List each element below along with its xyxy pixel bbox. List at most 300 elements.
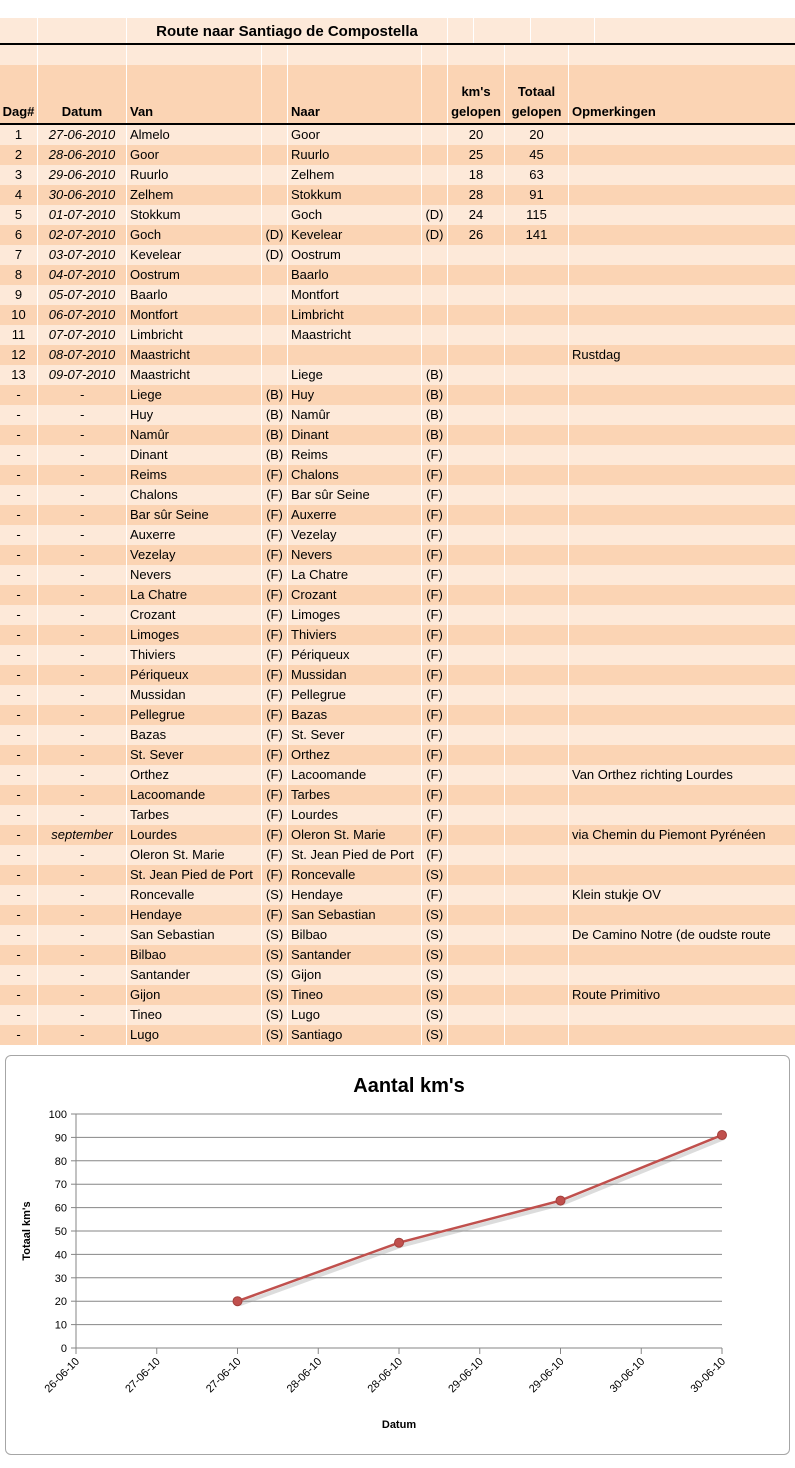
- cell-dag[interactable]: -: [0, 485, 38, 505]
- cell-opmerking[interactable]: [569, 745, 795, 765]
- cell-datum[interactable]: -: [38, 565, 127, 585]
- cell-totaal[interactable]: 63: [505, 165, 569, 185]
- cell-opmerking[interactable]: [569, 125, 795, 145]
- cell-datum[interactable]: -: [38, 805, 127, 825]
- cell-km[interactable]: [448, 1025, 505, 1045]
- cell-dag[interactable]: -: [0, 585, 38, 605]
- cell-naar-country[interactable]: (S): [422, 965, 448, 985]
- cell-totaal[interactable]: [505, 305, 569, 325]
- cell-opmerking[interactable]: [569, 905, 795, 925]
- cell-van-country[interactable]: [262, 265, 288, 285]
- cell-van[interactable]: Goor: [127, 145, 262, 165]
- cell-naar-country[interactable]: (S): [422, 1025, 448, 1045]
- cell-naar-country[interactable]: (F): [422, 805, 448, 825]
- cell-km[interactable]: [448, 425, 505, 445]
- cell-van[interactable]: Ruurlo: [127, 165, 262, 185]
- cell-naar-country[interactable]: [422, 325, 448, 345]
- cell-van-country[interactable]: (F): [262, 605, 288, 625]
- cell-opmerking[interactable]: [569, 565, 795, 585]
- cell-totaal[interactable]: [505, 945, 569, 965]
- cell-opmerking[interactable]: [569, 845, 795, 865]
- cell-van-country[interactable]: [262, 125, 288, 145]
- cell-datum[interactable]: -: [38, 445, 127, 465]
- cell-naar-country[interactable]: (F): [422, 465, 448, 485]
- cell-naar-country[interactable]: (D): [422, 225, 448, 245]
- cell-km[interactable]: [448, 545, 505, 565]
- cell-opmerking[interactable]: [569, 405, 795, 425]
- cell-naar[interactable]: Montfort: [288, 285, 422, 305]
- cell[interactable]: [448, 18, 474, 43]
- cell-opmerking[interactable]: [569, 145, 795, 165]
- cell-van[interactable]: Lugo: [127, 1025, 262, 1045]
- cell-datum[interactable]: -: [38, 965, 127, 985]
- cell-datum[interactable]: 29-06-2010: [38, 165, 127, 185]
- cell-km[interactable]: [448, 985, 505, 1005]
- cell-totaal[interactable]: [505, 725, 569, 745]
- cell-datum[interactable]: 06-07-2010: [38, 305, 127, 325]
- cell-naar[interactable]: Bazas: [288, 705, 422, 725]
- cell-totaal[interactable]: [505, 845, 569, 865]
- cell-naar[interactable]: Lacoomande: [288, 765, 422, 785]
- cell-opmerking[interactable]: [569, 185, 795, 205]
- cell-naar-country[interactable]: (F): [422, 445, 448, 465]
- cell-km[interactable]: 28: [448, 185, 505, 205]
- cell-naar-country[interactable]: (S): [422, 945, 448, 965]
- cell-van[interactable]: Lourdes: [127, 825, 262, 845]
- cell-van-country[interactable]: (F): [262, 485, 288, 505]
- cell-datum[interactable]: -: [38, 665, 127, 685]
- cell-naar-country[interactable]: (S): [422, 865, 448, 885]
- cell[interactable]: [531, 18, 595, 43]
- cell-naar[interactable]: Nevers: [288, 545, 422, 565]
- cell-van-country[interactable]: [262, 325, 288, 345]
- cell-dag[interactable]: -: [0, 625, 38, 645]
- cell-opmerking[interactable]: [569, 785, 795, 805]
- cell-naar-country[interactable]: (F): [422, 545, 448, 565]
- cell-van-country[interactable]: [262, 305, 288, 325]
- cell-van[interactable]: Almelo: [127, 125, 262, 145]
- cell-dag[interactable]: 13: [0, 365, 38, 385]
- cell-totaal[interactable]: [505, 605, 569, 625]
- cell-km[interactable]: [448, 565, 505, 585]
- cell-totaal[interactable]: [505, 245, 569, 265]
- cell-km[interactable]: [448, 965, 505, 985]
- cell-datum[interactable]: -: [38, 905, 127, 925]
- cell-datum[interactable]: 05-07-2010: [38, 285, 127, 305]
- cell-van-country[interactable]: (F): [262, 805, 288, 825]
- cell-opmerking[interactable]: [569, 865, 795, 885]
- cell-datum[interactable]: -: [38, 465, 127, 485]
- cell-naar[interactable]: Périqueux: [288, 645, 422, 665]
- cell-totaal[interactable]: [505, 1005, 569, 1025]
- cell-naar-country[interactable]: [422, 145, 448, 165]
- cell-naar-country[interactable]: (F): [422, 525, 448, 545]
- cell-opmerking[interactable]: [569, 1005, 795, 1025]
- cell-opmerking[interactable]: [569, 385, 795, 405]
- cell-totaal[interactable]: [505, 865, 569, 885]
- cell-van[interactable]: Tineo: [127, 1005, 262, 1025]
- cell-totaal[interactable]: [505, 265, 569, 285]
- cell-datum[interactable]: 08-07-2010: [38, 345, 127, 365]
- cell-naar-country[interactable]: (F): [422, 845, 448, 865]
- cell-van[interactable]: Hendaye: [127, 905, 262, 925]
- cell-km[interactable]: [448, 525, 505, 545]
- cell-naar-country[interactable]: [422, 305, 448, 325]
- cell-opmerking[interactable]: [569, 525, 795, 545]
- cell-datum[interactable]: -: [38, 725, 127, 745]
- cell-van-country[interactable]: (S): [262, 1005, 288, 1025]
- cell-naar[interactable]: Limoges: [288, 605, 422, 625]
- cell-totaal[interactable]: [505, 445, 569, 465]
- cell-km[interactable]: [448, 925, 505, 945]
- cell-van[interactable]: Montfort: [127, 305, 262, 325]
- cell-km[interactable]: [448, 665, 505, 685]
- cell-totaal[interactable]: [505, 965, 569, 985]
- cell-van-country[interactable]: (F): [262, 645, 288, 665]
- cell-totaal[interactable]: [505, 905, 569, 925]
- cell-dag[interactable]: -: [0, 885, 38, 905]
- cell-km[interactable]: [448, 365, 505, 385]
- cell-totaal[interactable]: [505, 705, 569, 725]
- cell-dag[interactable]: -: [0, 865, 38, 885]
- cell-datum[interactable]: -: [38, 945, 127, 965]
- cell-km[interactable]: [448, 325, 505, 345]
- cell-naar[interactable]: Auxerre: [288, 505, 422, 525]
- cell-datum[interactable]: september: [38, 825, 127, 845]
- header-opmerkingen[interactable]: Opmerkingen: [572, 104, 656, 119]
- header-naar[interactable]: Naar: [288, 65, 422, 123]
- cell-van[interactable]: Namûr: [127, 425, 262, 445]
- cell-van-country[interactable]: (S): [262, 925, 288, 945]
- cell-naar-country[interactable]: [422, 125, 448, 145]
- cell-van[interactable]: Vezelay: [127, 545, 262, 565]
- cell-km[interactable]: [448, 1005, 505, 1025]
- cell-km[interactable]: [448, 885, 505, 905]
- cell-naar-country[interactable]: (B): [422, 425, 448, 445]
- cell-dag[interactable]: -: [0, 785, 38, 805]
- cell-datum[interactable]: -: [38, 685, 127, 705]
- cell-opmerking[interactable]: [569, 705, 795, 725]
- cell-km[interactable]: [448, 905, 505, 925]
- cell-opmerking[interactable]: [569, 305, 795, 325]
- cell-naar[interactable]: Huy: [288, 385, 422, 405]
- cell-km[interactable]: [448, 645, 505, 665]
- cell-naar-country[interactable]: (F): [422, 745, 448, 765]
- cell-van[interactable]: Chalons: [127, 485, 262, 505]
- cell-opmerking[interactable]: [569, 645, 795, 665]
- cell-opmerking[interactable]: [569, 465, 795, 485]
- cell-datum[interactable]: -: [38, 705, 127, 725]
- cell-datum[interactable]: -: [38, 425, 127, 445]
- cell-naar-country[interactable]: (S): [422, 1005, 448, 1025]
- cell-totaal[interactable]: [505, 665, 569, 685]
- cell-km[interactable]: [448, 785, 505, 805]
- cell-naar-country[interactable]: (F): [422, 725, 448, 745]
- cell-datum[interactable]: 27-06-2010: [38, 125, 127, 145]
- cell-totaal[interactable]: [505, 365, 569, 385]
- cell-km[interactable]: [448, 765, 505, 785]
- cell-opmerking[interactable]: Route Primitivo: [572, 987, 661, 1002]
- cell-naar-country[interactable]: (F): [422, 625, 448, 645]
- cell-dag[interactable]: -: [0, 825, 38, 845]
- cell-naar[interactable]: Bar sûr Seine: [288, 485, 422, 505]
- cell-naar[interactable]: Oleron St. Marie: [288, 825, 422, 845]
- cell-van[interactable]: Liege: [127, 385, 262, 405]
- cell[interactable]: [38, 45, 127, 65]
- cell-naar-country[interactable]: (F): [422, 485, 448, 505]
- cell-km[interactable]: [448, 605, 505, 625]
- cell-van[interactable]: Gijon: [127, 985, 262, 1005]
- cell-km[interactable]: [448, 285, 505, 305]
- cell-naar-country[interactable]: (B): [422, 365, 448, 385]
- cell-naar[interactable]: Lugo: [288, 1005, 422, 1025]
- cell-datum[interactable]: -: [38, 525, 127, 545]
- cell-opmerking[interactable]: [569, 505, 795, 525]
- cell-naar-country[interactable]: (F): [422, 505, 448, 525]
- cell-km[interactable]: [448, 405, 505, 425]
- cell-van[interactable]: Lacoomande: [127, 785, 262, 805]
- cell-van-country[interactable]: (S): [262, 945, 288, 965]
- cell-opmerking[interactable]: Klein stukje OV: [572, 887, 661, 902]
- cell-van[interactable]: Auxerre: [127, 525, 262, 545]
- cell-van[interactable]: Bazas: [127, 725, 262, 745]
- cell-naar-country[interactable]: (F): [422, 645, 448, 665]
- cell-km[interactable]: 18: [448, 165, 505, 185]
- cell-naar[interactable]: Ruurlo: [288, 145, 422, 165]
- cell-van[interactable]: San Sebastian: [127, 925, 262, 945]
- cell-dag[interactable]: 9: [0, 285, 38, 305]
- cell-dag[interactable]: -: [0, 605, 38, 625]
- cell-opmerking[interactable]: [569, 425, 795, 445]
- cell-naar[interactable]: Hendaye: [288, 885, 422, 905]
- cell-van-country[interactable]: (S): [262, 985, 288, 1005]
- cell-opmerking[interactable]: [569, 625, 795, 645]
- cell-van[interactable]: Zelhem: [127, 185, 262, 205]
- cell-km[interactable]: [448, 465, 505, 485]
- cell-van[interactable]: Maastricht: [127, 365, 262, 385]
- cell-van-country[interactable]: (F): [262, 625, 288, 645]
- cell-naar[interactable]: [288, 345, 422, 365]
- cell[interactable]: [262, 45, 288, 65]
- cell-opmerking[interactable]: [569, 945, 795, 965]
- cell[interactable]: [569, 45, 795, 65]
- cell-van[interactable]: Limoges: [127, 625, 262, 645]
- cell-naar[interactable]: Mussidan: [288, 665, 422, 685]
- cell-opmerking[interactable]: [569, 805, 795, 825]
- cell-datum[interactable]: 01-07-2010: [38, 205, 127, 225]
- cell-naar-country[interactable]: (F): [422, 565, 448, 585]
- cell-dag[interactable]: -: [0, 425, 38, 445]
- cell-naar[interactable]: Zelhem: [288, 165, 422, 185]
- cell-totaal[interactable]: [505, 405, 569, 425]
- cell-datum[interactable]: -: [38, 985, 127, 1005]
- cell-naar[interactable]: Goch: [288, 205, 422, 225]
- cell-van-country[interactable]: [262, 145, 288, 165]
- cell-van-country[interactable]: [262, 365, 288, 385]
- cell[interactable]: [0, 18, 38, 43]
- cell-naar[interactable]: Oostrum: [288, 245, 422, 265]
- cell-km[interactable]: [448, 245, 505, 265]
- cell-dag[interactable]: 6: [0, 225, 38, 245]
- cell-km[interactable]: [448, 845, 505, 865]
- cell-naar-country[interactable]: [422, 345, 448, 365]
- cell-naar-country[interactable]: (S): [422, 985, 448, 1005]
- cell-van[interactable]: St. Sever: [127, 745, 262, 765]
- cell-van[interactable]: Orthez: [127, 765, 262, 785]
- cell-naar[interactable]: Limbricht: [288, 305, 422, 325]
- cell-naar[interactable]: Tarbes: [288, 785, 422, 805]
- cell-totaal[interactable]: [505, 485, 569, 505]
- cell-km[interactable]: 20: [448, 125, 505, 145]
- cell-naar-country[interactable]: [422, 165, 448, 185]
- cell-totaal[interactable]: [505, 745, 569, 765]
- cell-van[interactable]: Goch: [127, 225, 262, 245]
- cell-opmerking[interactable]: [569, 325, 795, 345]
- cell-totaal[interactable]: [505, 585, 569, 605]
- cell-van[interactable]: Kevelear: [127, 245, 262, 265]
- cell-totaal[interactable]: [505, 565, 569, 585]
- cell-dag[interactable]: -: [0, 445, 38, 465]
- cell-km[interactable]: [448, 505, 505, 525]
- cell-van-country[interactable]: (F): [262, 705, 288, 725]
- cell-datum[interactable]: 03-07-2010: [38, 245, 127, 265]
- cell-van[interactable]: Crozant: [127, 605, 262, 625]
- cell-naar[interactable]: La Chatre: [288, 565, 422, 585]
- cell-datum[interactable]: -: [38, 1025, 127, 1045]
- cell[interactable]: [127, 45, 262, 65]
- cell-totaal[interactable]: [505, 545, 569, 565]
- cell-van-country[interactable]: [262, 205, 288, 225]
- cell-dag[interactable]: -: [0, 905, 38, 925]
- cell-opmerking[interactable]: [569, 605, 795, 625]
- chart-area[interactable]: [5, 1055, 790, 1455]
- cell-datum[interactable]: -: [38, 845, 127, 865]
- cell-van-country[interactable]: (F): [262, 865, 288, 885]
- cell-km[interactable]: [448, 825, 505, 845]
- cell-naar[interactable]: Santiago: [288, 1025, 422, 1045]
- cell-opmerking[interactable]: [569, 165, 795, 185]
- cell-naar[interactable]: Namûr: [288, 405, 422, 425]
- cell-van[interactable]: St. Jean Pied de Port: [127, 865, 262, 885]
- header-dag[interactable]: Dag#: [0, 65, 38, 123]
- cell-datum[interactable]: -: [38, 405, 127, 425]
- cell-totaal[interactable]: [505, 885, 569, 905]
- cell-totaal[interactable]: 45: [505, 145, 569, 165]
- cell-naar-country[interactable]: [422, 245, 448, 265]
- cell-dag[interactable]: -: [0, 705, 38, 725]
- cell-van-country[interactable]: (F): [262, 745, 288, 765]
- cell-dag[interactable]: -: [0, 745, 38, 765]
- cell-dag[interactable]: -: [0, 725, 38, 745]
- cell-opmerking[interactable]: [569, 365, 795, 385]
- cell-totaal[interactable]: [505, 325, 569, 345]
- cell-dag[interactable]: 8: [0, 265, 38, 285]
- cell-dag[interactable]: -: [0, 465, 38, 485]
- cell-naar-country[interactable]: (F): [422, 665, 448, 685]
- cell-dag[interactable]: -: [0, 545, 38, 565]
- cell-opmerking[interactable]: Van Orthez richting Lourdes: [572, 767, 733, 782]
- cell-dag[interactable]: -: [0, 1005, 38, 1025]
- cell-datum[interactable]: -: [38, 545, 127, 565]
- cell-datum[interactable]: -: [38, 585, 127, 605]
- cell-van[interactable]: Pellegrue: [127, 705, 262, 725]
- cell-km[interactable]: [448, 745, 505, 765]
- cell-naar-country[interactable]: [422, 185, 448, 205]
- cell-datum[interactable]: -: [38, 865, 127, 885]
- cell-van-country[interactable]: (F): [262, 845, 288, 865]
- cell-naar[interactable]: Gijon: [288, 965, 422, 985]
- cell-naar[interactable]: Reims: [288, 445, 422, 465]
- cell-dag[interactable]: 2: [0, 145, 38, 165]
- cell-dag[interactable]: -: [0, 505, 38, 525]
- cell[interactable]: [422, 45, 448, 65]
- cell-naar[interactable]: Stokkum: [288, 185, 422, 205]
- cell-van[interactable]: Oostrum: [127, 265, 262, 285]
- cell-van[interactable]: Reims: [127, 465, 262, 485]
- cell-dag[interactable]: 11: [0, 325, 38, 345]
- cell-datum[interactable]: -: [38, 925, 127, 945]
- cell-dag[interactable]: 10: [0, 305, 38, 325]
- header-km[interactable]: [448, 65, 505, 123]
- cell-van-country[interactable]: (F): [262, 565, 288, 585]
- cell-dag[interactable]: 4: [0, 185, 38, 205]
- cell-dag[interactable]: -: [0, 965, 38, 985]
- cell-van-country[interactable]: (D): [262, 245, 288, 265]
- cell-naar[interactable]: Tineo: [288, 985, 422, 1005]
- cell-opmerking[interactable]: [569, 245, 795, 265]
- cell-km[interactable]: [448, 685, 505, 705]
- cell-naar-country[interactable]: (F): [422, 885, 448, 905]
- cell-naar[interactable]: San Sebastian: [288, 905, 422, 925]
- cell-van-country[interactable]: (F): [262, 505, 288, 525]
- cell-van-country[interactable]: (F): [262, 685, 288, 705]
- cell-dag[interactable]: 3: [0, 165, 38, 185]
- cell-naar-country[interactable]: (F): [422, 605, 448, 625]
- cell-km[interactable]: [448, 265, 505, 285]
- cell-km[interactable]: [448, 305, 505, 325]
- cell-opmerking[interactable]: [569, 665, 795, 685]
- cell-van-country[interactable]: (S): [262, 1025, 288, 1045]
- cell-dag[interactable]: -: [0, 945, 38, 965]
- cell-totaal[interactable]: 115: [505, 205, 569, 225]
- cell-datum[interactable]: -: [38, 765, 127, 785]
- cell-naar[interactable]: Crozant: [288, 585, 422, 605]
- cell[interactable]: [0, 45, 38, 65]
- cell-opmerking[interactable]: [569, 585, 795, 605]
- cell-opmerking[interactable]: [569, 265, 795, 285]
- cell-van[interactable]: Dinant: [127, 445, 262, 465]
- cell-opmerking[interactable]: [569, 225, 795, 245]
- cell-totaal[interactable]: [505, 285, 569, 305]
- cell-totaal[interactable]: [505, 805, 569, 825]
- cell-naar[interactable]: Orthez: [288, 745, 422, 765]
- header-van[interactable]: Van: [127, 65, 262, 123]
- cell-naar[interactable]: Vezelay: [288, 525, 422, 545]
- cell-naar-country[interactable]: (B): [422, 385, 448, 405]
- cell-totaal[interactable]: [505, 425, 569, 445]
- cell-naar-country[interactable]: (F): [422, 705, 448, 725]
- cell-km[interactable]: [448, 385, 505, 405]
- cell-naar-country[interactable]: (F): [422, 585, 448, 605]
- cell-opmerking[interactable]: [569, 1025, 795, 1045]
- cell-van-country[interactable]: (F): [262, 465, 288, 485]
- cell-van[interactable]: Limbricht: [127, 325, 262, 345]
- cell-naar-country[interactable]: [422, 265, 448, 285]
- cell-datum[interactable]: -: [38, 645, 127, 665]
- cell-datum[interactable]: 07-07-2010: [38, 325, 127, 345]
- cell-van[interactable]: Tarbes: [127, 805, 262, 825]
- cell-datum[interactable]: -: [38, 1005, 127, 1025]
